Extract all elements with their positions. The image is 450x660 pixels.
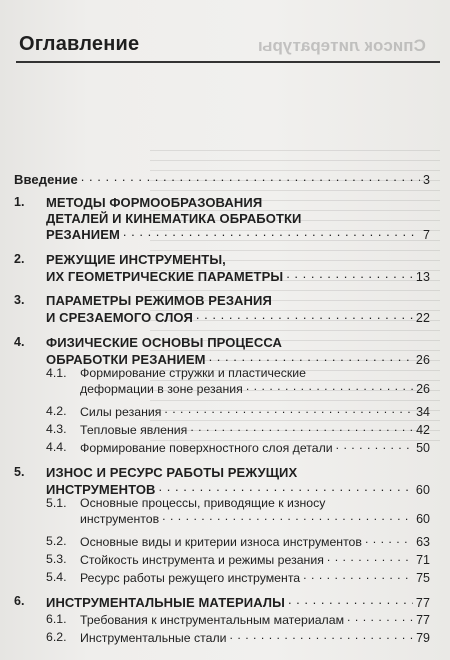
page-number: 79 [416,631,430,646]
section-title-text: Инструментальные стали [80,631,227,646]
dot-leader [159,481,413,494]
dot-leader [81,171,420,184]
page-number: 13 [415,269,430,284]
chapter-title [46,195,430,210]
section-title-text: Силы резания [80,405,162,420]
chapter-number: 4. [14,335,25,349]
chapter-title-text: ДЕТАЛЕЙ И КИНЕМАТИКА ОБРАБОТКИ [46,210,302,226]
section-title-text: Тепловые явления [80,423,188,438]
chapter-number: 1. [14,195,25,209]
page-title: Оглавление [19,33,140,55]
dot-leader [164,404,413,416]
chapter-title [46,465,430,480]
chapter-title-text: РЕЗАНИЕМ [46,227,120,242]
chapter-title [46,226,430,242]
chapter-title-text: ИНСТРУМЕНТОВ [46,481,156,497]
bleed-through-title: Список литературы [258,36,426,55]
chapter-title [46,211,430,226]
page-number: 77 [416,613,430,628]
section-title [80,630,430,645]
page-number: 60 [415,482,430,497]
page-number: 3 [422,173,430,187]
chapter-title-text: ИНСТРУМЕНТАЛЬНЫЕ МАТЕРИАЛЫ [46,595,285,610]
section-number: 5.1. [46,496,67,510]
section-title [80,404,430,419]
section-title [80,612,430,627]
chapter-title [46,252,430,267]
chapter-title-text: ПАРАМЕТРЫ РЕЖИМОВ РЕЗАНИЯ [46,293,272,308]
page-number: 71 [416,553,430,568]
chapter-title-text: РЕЖУЩИЕ ИНСТРУМЕНТЫ, [46,252,226,267]
page-number: 22 [415,310,430,325]
chapter-title [46,335,430,350]
section-title [80,534,430,549]
dot-leader [288,594,413,607]
chapter-title-text: ОБРАБОТКИ РЕЗАНИЕМ [46,351,206,367]
section-number: 4.4. [46,440,67,454]
page-number: 50 [416,441,430,456]
dot-leader [123,226,420,239]
dot-leader [286,268,413,281]
page-number: 7 [422,228,430,242]
dot-leader [303,570,413,582]
page-number: 42 [416,423,430,438]
section-number: 4.2. [46,404,67,418]
section-title-text: деформации в зоне резания [80,382,243,397]
section-title-text: Основные виды и критерии износа инструментов [80,535,362,550]
section-number: 5.2. [46,534,67,548]
chapter-title-text: И СРЕЗАЕМОГО СЛОЯ [46,309,193,325]
page-number: 63 [416,535,430,550]
section-title [80,570,430,585]
chapter-title [46,594,430,610]
chapter-title [46,351,430,367]
chapter-title [46,293,430,308]
section-title [80,511,430,526]
chapter-number: 3. [14,293,25,307]
section-number: 6.1. [46,612,67,626]
toc-entry-introduction-text: Введение [14,172,78,187]
chapter-number: 6. [14,594,25,608]
chapter-number: 2. [14,252,25,266]
chapter-title-text: ИЗНОС И РЕСУРС РАБОТЫ РЕЖУЩИХ [46,465,298,480]
chapter-number: 5. [14,465,25,479]
section-number: 4.3. [46,422,67,436]
dot-leader [162,511,413,523]
section-title-text: Формирование стружки и пластические [80,366,306,380]
section-number: 4.1. [46,366,67,380]
dot-leader [365,534,413,546]
page-number: 60 [416,512,430,527]
chapter-title-text: МЕТОДЫ ФОРМООБРАЗОВАНИЯ [46,195,263,210]
page-number: 26 [415,352,430,367]
section-title [80,552,430,567]
dot-leader [196,309,413,322]
section-number: 5.4. [46,570,67,584]
section-title-text: Ресурс работы режущего инструмента [80,571,301,586]
section-title-text: Требования к инструментальным материалам [80,613,345,628]
section-title-text: Стойкость инструмента и режимы резания [80,553,324,568]
chapter-title-text: ФИЗИЧЕСКИЕ ОСНОВЫ ПРОЦЕССА [46,335,282,350]
section-title [80,440,430,455]
section-title-text: Формирование поверхностного слоя детали [80,441,333,456]
chapter-title [46,481,430,497]
dot-leader [336,440,413,452]
section-number: 5.3. [46,552,67,566]
section-title [80,496,430,510]
section-number: 6.2. [46,630,67,644]
dot-leader [209,351,413,364]
chapter-title [46,268,430,284]
chapter-title-text: ИХ ГЕОМЕТРИЧЕСКИЕ ПАРАМЕТРЫ [46,268,284,284]
chapter-title [46,309,430,325]
page-number: 75 [416,571,430,586]
page-number: 34 [416,405,430,420]
dot-leader [190,422,413,434]
page-number: 77 [415,596,430,610]
section-title [80,366,430,380]
dot-leader [327,552,413,564]
toc-entry-introduction [14,171,430,187]
section-title-text: Основные процессы, приводящие к износу [80,496,326,510]
dot-leader [347,612,413,624]
dot-leader [230,630,414,642]
dot-leader [246,381,413,393]
section-title [80,381,430,396]
page-number: 26 [416,382,430,397]
section-title-text: инструментов [80,512,160,527]
section-title [80,422,430,437]
